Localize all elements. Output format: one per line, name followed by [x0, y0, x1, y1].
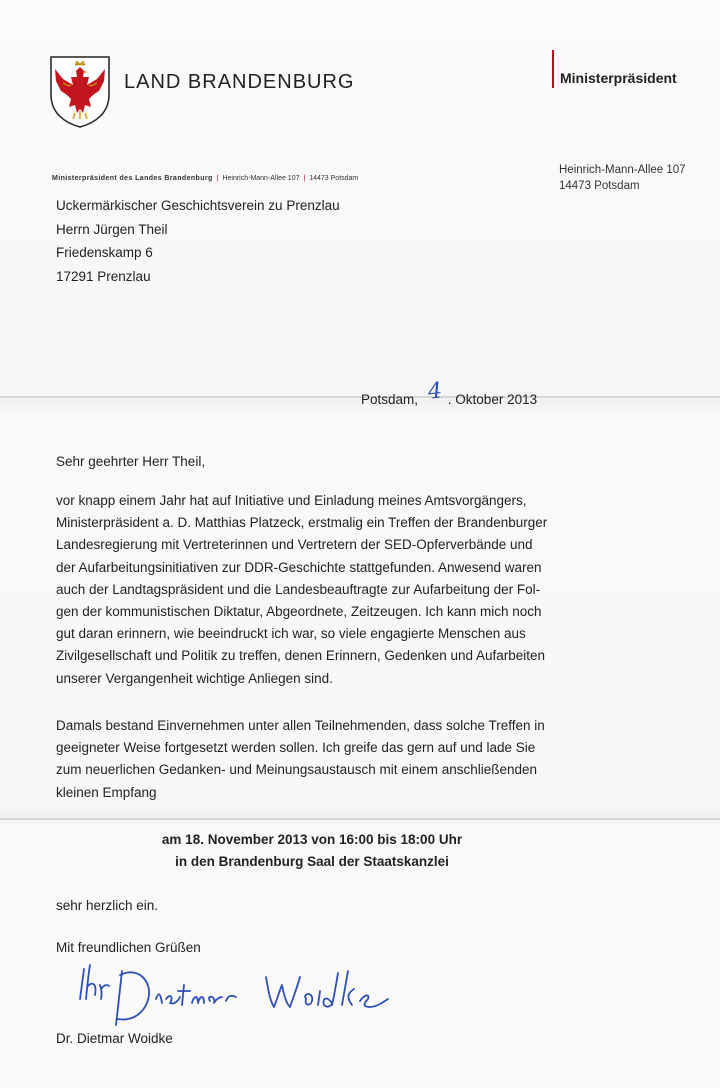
text-line: auch der Landtagspräsident und die Landesbeauftragte zur Aufarbeitung der Fol- — [56, 581, 541, 597]
sender-city: 14473 Potsdam — [309, 175, 359, 182]
closing-greeting: Mit freundlichen Grüßen — [56, 940, 201, 955]
recipient-line: 17291 Prenzlau — [56, 268, 151, 284]
signer-name: Dr. Dietmar Woidke — [56, 1031, 173, 1046]
text-line: gen der kommunistischen Diktatur, Abgeordnete, Zeitzeugen. Ich kann mich noch — [56, 604, 542, 620]
text-line: Ministerpräsident a. D. Matthias Platzeck, erstmalig ein Treffen der Brandenburger — [56, 515, 548, 531]
paragraph-1 — [56, 490, 656, 690]
paper-fold-line — [0, 818, 720, 820]
brandenburg-eagle-icon — [49, 55, 111, 129]
paragraph-2 — [56, 715, 656, 804]
closing-invite: sehr herzlich ein. — [56, 898, 159, 913]
event-location: in den Brandenburg Saal der Staatskanzlei — [175, 854, 449, 869]
return-address-line: 14473 Potsdam — [559, 180, 640, 192]
event-details — [56, 829, 568, 873]
separator: | — [303, 175, 306, 182]
paper-fold-line — [0, 396, 720, 398]
sender-street: Heinrich-Mann-Allee 107 — [222, 175, 300, 182]
text-line: Landesregierung mit Vertreterinnen und Vertretern der SED-Opferverbände und — [56, 537, 533, 553]
sender-office: Ministerpräsident des Landes Brandenburg — [52, 175, 213, 182]
recipient-line: Herrn Jürgen Theil — [56, 221, 168, 237]
return-address — [559, 162, 686, 194]
text-line: gut daran erinnern, wie beeindruckt ich war, so viele engagierte Menschen aus — [56, 626, 526, 642]
separator: | — [216, 175, 219, 182]
recipient-line: Uckermärkischer Geschichtsverein zu Prenzlau — [56, 198, 340, 213]
header-divider — [552, 50, 554, 88]
handwritten-day: 4 — [426, 378, 444, 405]
text-line: zum neuerlichen Gedanken- und Meinungsaustausch mit einem anschließenden — [56, 762, 538, 778]
recipient-line: Friedenskamp 6 — [56, 245, 153, 260]
text-line: vor knapp einem Jahr hat auf Initiative und Einladung meines Amtsvorgängers, — [56, 493, 527, 508]
office-title: Ministerpräsident — [560, 70, 677, 86]
salutation: Sehr geehrter Herr Theil, — [56, 454, 206, 469]
text-line: geeigneter Weise fortgesetzt werden sollen. Ich greife das gern auf und lade Sie — [56, 740, 536, 756]
text-line: Zivilgesellschaft und Politik zu treffen, denen Erinnern, Gedenken und Aufarbeiten — [56, 648, 546, 664]
state-name: LAND BRANDENBURG — [124, 71, 355, 93]
sender-address-line — [52, 175, 358, 182]
letter-date — [361, 378, 538, 410]
event-date-time: am 18. November 2013 von 16:00 bis 18:00 Uhr — [161, 832, 463, 847]
text-line: unserer Vergangenheit wichtige Anliegen sind. — [56, 670, 333, 686]
return-address-line: Heinrich-Mann-Allee 107 — [559, 164, 686, 176]
date-place: Potsdam, — [361, 392, 419, 407]
recipient-address — [56, 194, 340, 288]
text-line: kleinen Empfang — [56, 784, 157, 800]
date-month-year: . Oktober 2013 — [447, 392, 538, 407]
text-line: Damals bestand Einvernehmen unter allen Teilnehmenden, dass solche Treffen in — [56, 718, 545, 733]
text-line: der Aufarbeitungsinitiativen zur DDR-Geschichte stattgefunden. Anwesend waren — [56, 559, 542, 575]
